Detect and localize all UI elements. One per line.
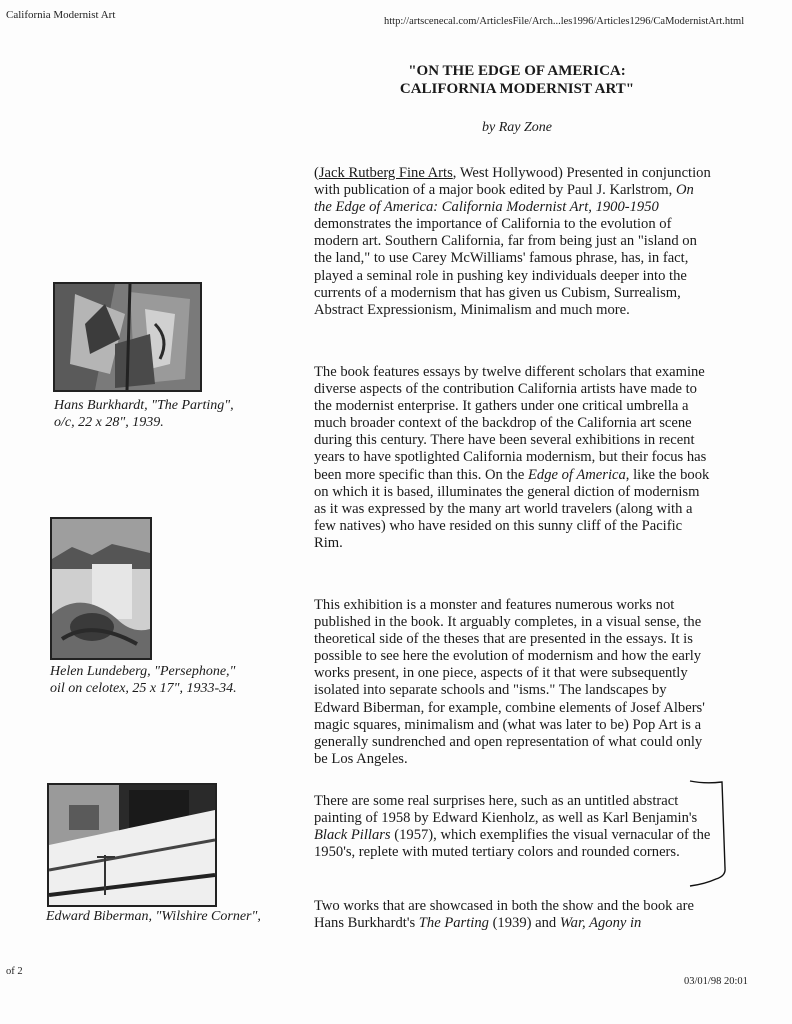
caption-wilshire-corner: Edward Biberman, "Wilshire Corner", [46, 909, 261, 924]
artwork-image-persephone [50, 517, 152, 660]
article-title-line-1: "ON THE EDGE OF AMERICA: [408, 63, 626, 79]
article-byline: by Ray Zone [482, 120, 552, 135]
page-count: of 2 [6, 966, 23, 977]
artwork-image-the-parting [53, 282, 202, 392]
work-title-black-pillars: Black Pillars [314, 827, 391, 844]
work-title-the-parting: The Parting [418, 915, 489, 932]
paragraph-showcased: Two works that are showcased in both the show and the book are Hans Burkhardt's The Parting (1939) and War, Agony in [314, 898, 694, 932]
caption-persephone: Helen Lundeberg, "Persephone," oil on celotex, 25 x 17", 1933-34. [50, 664, 237, 696]
paragraph-intro: (Jack Rutberg Fine Arts, West Hollywood) Presented in conjunction with publication of a major book edited by Paul J. Karlstrom, On the Edge of America: California Modernist Art, 1900-1950 demonstrates the importance of California to the evolution of modern art. Southern California, far from being just an "island on the land," to use Carey McWilliams' famous phrase, has, in fact, played a seminal role in pushing key individuals deeper into the currents of a modernism that has given us Cubism, Surrealism, Abstract Expressionism, Minimalism and much more. [314, 165, 711, 318]
caption-the-parting: Hans Burkhardt, "The Parting", o/c, 22 x 28", 1939. [54, 398, 234, 430]
show-title: Edge of America [527, 466, 626, 483]
print-timestamp: 03/01/98 20:01 [684, 976, 748, 987]
gallery-link[interactable]: Jack Rutberg Fine Arts [318, 165, 453, 181]
paragraph-book: The book features essays by twelve different scholars that examine diverse aspects of the contribution California artists have made to the modernist enterprise. It gathers under one critical umbrella a much broader context of the backdrop of the California art scene during this century. There have been several exhibitions in recent years to have spotlighted California modernism, but their focus has been more specific than this. On the Edge of America, like the book on which it is based, illuminates the general diction of modernism as it was expressed by the many art world travelers (along with a few natives) who have resided on this sunny cliff of the Pacific Rim. [314, 364, 710, 551]
page-header-title: California Modernist Art [6, 9, 116, 21]
work-title-war-agony: War, Agony in [559, 915, 642, 932]
artwork-image-wilshire-corner [47, 783, 217, 907]
article-title-line-2: CALIFORNIA MODERNIST ART" [399, 81, 635, 97]
article-title [364, 62, 670, 98]
page-header-url: http://artscenecal.com/ArticlesFile/Arch...les1996/Articles1296/CaModernistArt.html [384, 16, 745, 27]
paragraph-surprises: There are some real surprises here, such as an untitled abstract painting of 1958 by Edward Kienholz, as well as Karl Benjamin's Black Pillars (1957), which exemplifies the visual vernacular of the 1950's, replete with muted tertiary colors and rounded corners. [314, 793, 711, 861]
book-title: On the Edge of America: California Modernist Art, 1900-1950 [314, 182, 694, 216]
paragraph-exhibition: This exhibition is a monster and features numerous works not published in the book. It arguably completes, in a visual sense, the theoretical side of the theses that are presented in the essays. It is possible to see here the evolution of modernism and how the early works present, in one piece, aspects of it that were subsequently isolated into separate schools and "isms." The landscapes by Edward Biberman, for example, combine elements of Josef Albers' magic squares, minimalism and (what was later to be) Pop Art is a generally sundrenched and open representation of what could only be Los Angeles. [314, 597, 705, 767]
